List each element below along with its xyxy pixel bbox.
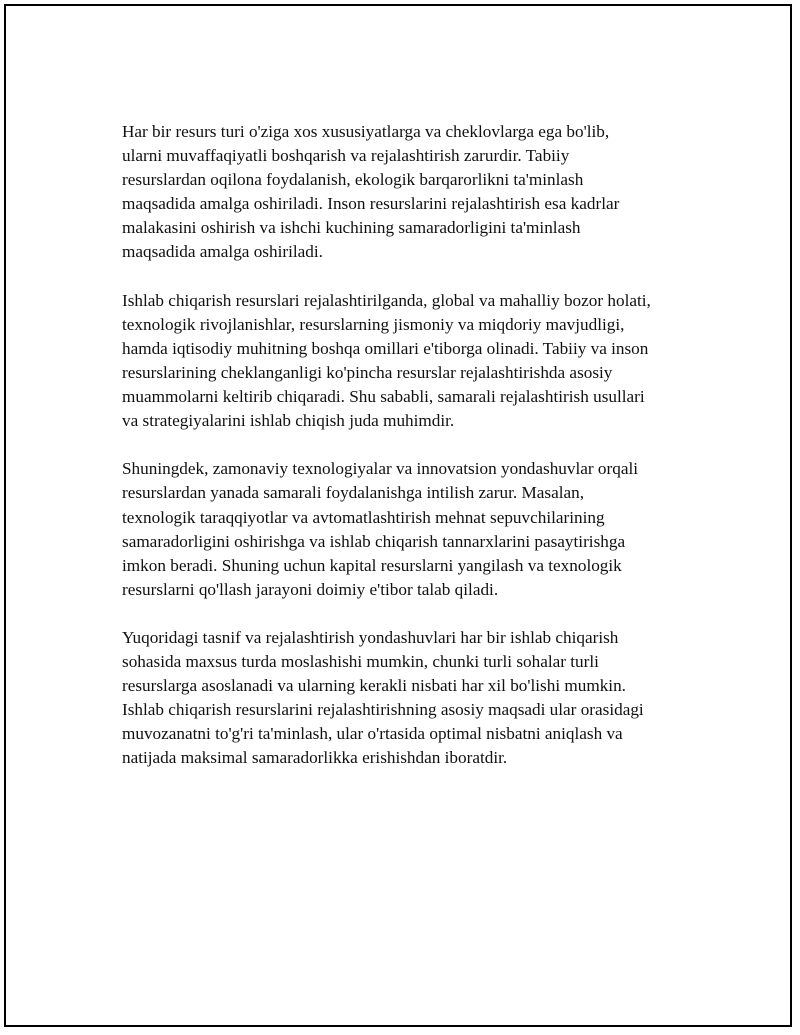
text-line: resurslardan oqilona foydalanish, ekologik barqarorlikni ta'minlash: [122, 170, 584, 190]
text-line: Shuningdek, zamonaviy texnologiyalar va innovatsion yondashuvlar orqali: [122, 459, 638, 479]
text-line: texnologik rivojlanishlar, resurslarning jismoniy va miqdoriy mavjudligi,: [122, 314, 625, 334]
text-line: maqsadida amalga oshiriladi. Inson resurslarini rejalashtirish esa kadrlar: [122, 194, 620, 214]
text-line: Ishlab chiqarish resurslari rejalashtirilganda, global va mahalliy bozor holati,: [122, 290, 651, 310]
text-line: imkon beradi. Shuning uchun kapital resurslarni yangilash va texnologik: [122, 555, 622, 575]
text-line: malakasini oshirish va ishchi kuchining samaradorligini ta'minlash: [122, 218, 581, 238]
paragraph-1: [122, 120, 722, 265]
document-page: [4, 4, 792, 1027]
text-line: maqsadida amalga oshiriladi.: [122, 242, 323, 262]
text-line: Har bir resurs turi o'ziga xos xususiyatlarga va cheklovlarga ega bo'lib,: [122, 122, 610, 141]
text-line: resurslarni qo'llash jarayoni doimiy e'tibor talab qiladi.: [122, 579, 499, 599]
text-line: ularni muvaffaqiyatli boshqarish va rejalashtirish zarurdir. Tabiiy: [122, 146, 570, 166]
text-line: hamda iqtisodiy muhitning boshqa omillari e'tiborga olinadi. Tabiiy va inson: [122, 338, 649, 358]
text-line: samaradorligini oshirishga va ishlab chiqarish tannarxlarini pasaytirishga: [122, 531, 626, 551]
text-line: resurslarining cheklanganligi ko'pincha resurslar rejalashtirishda asosiy: [122, 362, 613, 382]
text-line: muvozanatni to'g'ri ta'minlash, ular o'rtasida optimal nisbatni aniqlash va: [122, 724, 623, 744]
text-line: texnologik taraqqiyotlar va avtomatlashtirish mehnat sepuvchilarining: [122, 507, 605, 527]
paragraph-4: [122, 626, 722, 771]
text-line: resurslardan yanada samarali foydalanishga intilish zarur. Masalan,: [122, 483, 584, 503]
text-line: resurslarga asoslanadi va ularning kerakli nisbati har xil bo'lishi mumkin.: [122, 676, 626, 696]
text-line: sohasida maxsus turda moslashishi mumkin, chunki turli sohalar turli: [122, 652, 599, 672]
text-line: muammolarni keltirib chiqaradi. Shu sababli, samarali rejalashtirish usullari: [122, 387, 645, 407]
paragraph-2: [122, 289, 722, 434]
text-line: va strategiyalarini ishlab chiqish juda muhimdir.: [122, 411, 455, 431]
document-body: [122, 120, 722, 795]
text-line: Ishlab chiqarish resurslarini rejalashtirishning asosiy maqsadi ular orasidagi: [122, 700, 644, 720]
text-line: Yuqoridagi tasnif va rejalashtirish yondashuvlari har bir ishlab chiqarish: [122, 627, 619, 647]
text-line: natijada maksimal samaradorlikka erishishdan iboratdir.: [122, 748, 508, 768]
paragraph-3: [122, 457, 722, 602]
